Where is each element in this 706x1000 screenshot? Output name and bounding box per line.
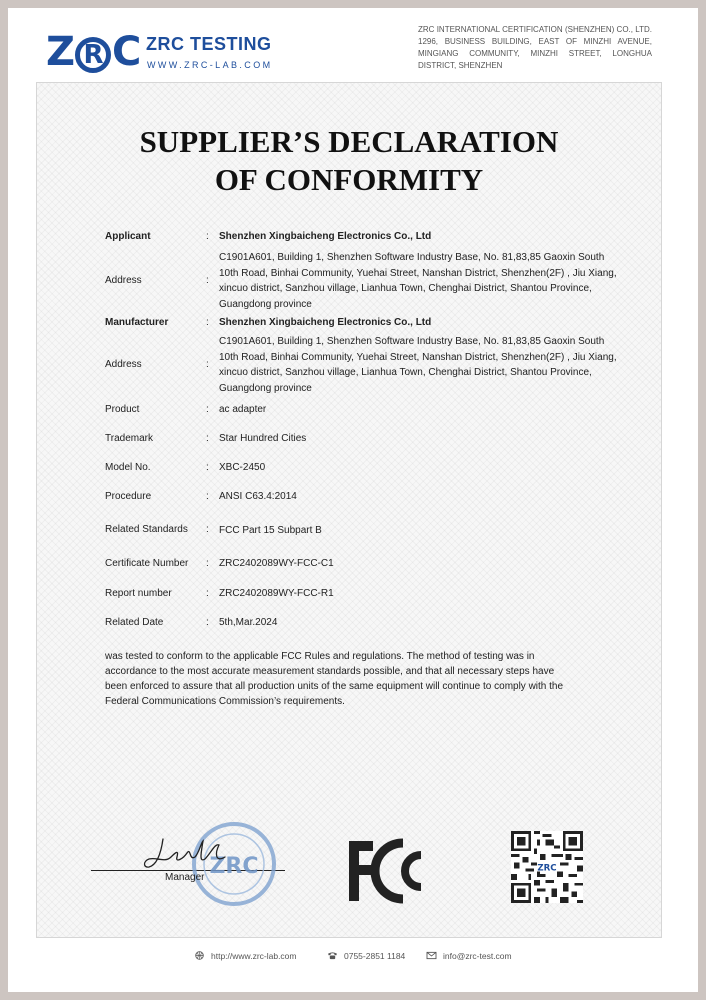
title-line-2: OF CONFORMITY	[214, 162, 484, 197]
field-value: ac adapter	[219, 404, 267, 415]
document-title	[37, 123, 661, 199]
footer	[0, 948, 706, 964]
field-label: Procedure	[105, 491, 152, 502]
qr-code	[511, 831, 583, 903]
field-label: Applicant	[105, 231, 151, 242]
field-label: Related Date	[105, 617, 164, 628]
field-label: Address	[105, 359, 142, 370]
field-value: XBC-2450	[219, 462, 266, 473]
logo-website: WWW.ZRC-LAB.COM	[147, 60, 273, 70]
field-separator: :	[206, 231, 209, 242]
field-label: Model No.	[105, 462, 151, 473]
footer-phone-text: 0755-2851 1184	[344, 951, 406, 961]
phone-icon	[327, 951, 338, 960]
field-label: Address	[105, 275, 142, 286]
field-value: Star Hundred Cities	[219, 433, 307, 444]
field-label: Certificate Number	[105, 558, 189, 569]
field-value: 5th,Mar.2024	[219, 617, 278, 628]
title-line-1: SUPPLIER’S DECLARATION	[139, 124, 559, 159]
field-label: Manufacturer	[105, 317, 169, 328]
footer-email	[426, 951, 512, 961]
conformity-statement: was tested to conform to the applicable FCC Rules and regulations. The method of testing was in accordance to the most accurate measurement standards possible, and that all necessary steps have been enforced to assure that all production units of the same equipment will continue to comply with the Federal Communications Commission’s requirements.	[105, 651, 564, 707]
field-value: C1901A601, Building 1, Shenzhen Software Industry Base, No. 81,83,85 Gaoxin South 10th Road, Binhai Community, Yuehai Street, Nanshan District, Shenzhen(2F) , Jiu Xiang, xincuo district, Sanzhou village, Lianhua Town, Chenghai District, Shantou Province, Guangdong province	[219, 252, 617, 310]
field-separator: :	[206, 404, 209, 415]
footer-email-text: info@zrc-test.com	[443, 951, 512, 961]
signature-role: Manager	[165, 872, 205, 883]
field-separator: :	[206, 275, 209, 286]
field-value: C1901A601, Building 1, Shenzhen Software Industry Base, No. 81,83,85 Gaoxin South 10th Road, Binhai Community, Yuehai Street, Nanshan District, Shenzhen(2F) , Jiu Xiang, xincuo district, Sanzhou village, Lianhua Town, Chenghai District, Shantou Province, Guangdong province	[219, 336, 617, 394]
field-value: ANSI C63.4:2014	[219, 491, 297, 502]
field-separator: :	[206, 433, 209, 444]
company-address: ZRC INTERNATIONAL CERTIFICATION (SHENZHEN) CO., LTD. 1296, BUSINESS BUILDING, EAST OF MINZHI AVENUE, MINGIANG COMMUNITY, MINZHI STREET, LONGHUA DISTRICT, SHENZHEN	[418, 25, 652, 70]
fcc-logo	[345, 837, 429, 905]
field-value: Shenzhen Xingbaicheng Electronics Co., Ltd	[219, 317, 432, 328]
footer-website	[194, 951, 297, 961]
field-label: Trademark	[105, 433, 153, 444]
field-separator: :	[206, 491, 209, 502]
field-separator: :	[206, 588, 209, 599]
field-separator: :	[206, 359, 209, 370]
field-label: Report number	[105, 588, 172, 599]
footer-phone	[327, 951, 405, 961]
field-separator: :	[206, 558, 209, 569]
field-separator: :	[206, 524, 209, 535]
stamp-text: ZRC	[209, 854, 259, 879]
footer-website-text: http://www.zrc-lab.com	[211, 951, 297, 961]
field-label: Related Standards	[105, 524, 188, 535]
logo-name: ZRC TESTING	[146, 34, 272, 54]
mail-icon	[426, 951, 437, 960]
certificate-frame	[36, 82, 662, 938]
field-value: ZRC2402089WY-FCC-R1	[219, 588, 334, 599]
zrc-logo	[46, 30, 286, 80]
logo-mark: Z R C	[46, 29, 141, 75]
globe-icon	[194, 951, 205, 960]
field-separator: :	[206, 462, 209, 473]
field-value: Shenzhen Xingbaicheng Electronics Co., Ltd	[219, 231, 432, 242]
field-value: FCC Part 15 Subpart B	[219, 525, 322, 536]
field-separator: :	[206, 617, 209, 628]
field-separator: :	[206, 317, 209, 328]
field-value: ZRC2402089WY-FCC-C1	[219, 558, 334, 569]
field-label: Product	[105, 404, 140, 415]
qr-logo-text: ZRC	[537, 863, 557, 874]
